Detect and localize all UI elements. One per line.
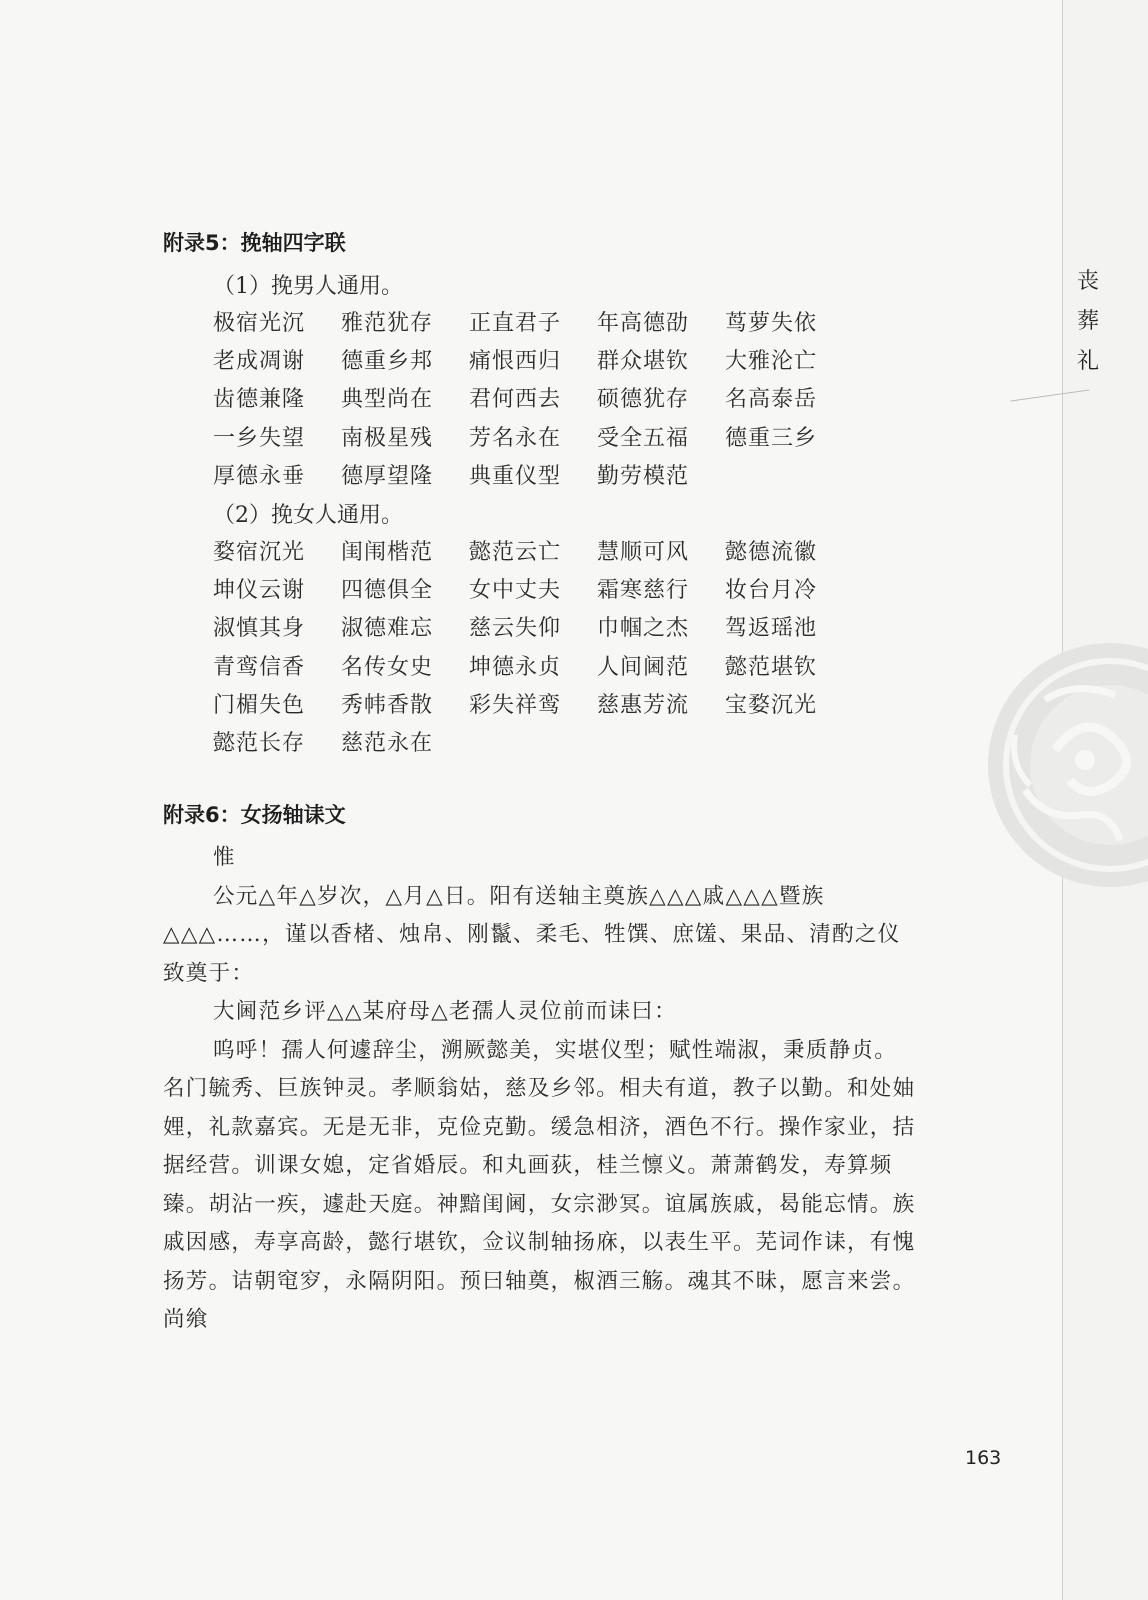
couplet-phrase: 淑德难忘 (341, 616, 434, 642)
women-couplet-grid (213, 534, 853, 763)
couplet-phrase: 年高德劭 (597, 311, 690, 336)
couplet-phrase: 巾帼之杰 (597, 616, 690, 642)
couplet-phrase: 懿范堪钦 (725, 654, 818, 680)
couplet-phrase: 正直君子 (469, 311, 562, 336)
couplet-phrase: 慈云失仰 (469, 616, 562, 642)
couplet-phrase: 德重三乡 (725, 425, 818, 451)
couplet-phrase: 彩失祥鸾 (469, 692, 562, 718)
couplet-phrase: 齿德兼隆 (213, 387, 306, 413)
couplet-phrase: 硕德犹存 (597, 387, 690, 413)
couplet-phrase: 淑慎其身 (213, 616, 306, 642)
couplet-phrase: 霜寒慈行 (597, 578, 690, 604)
couplet-phrase: 婺宿沉光 (213, 540, 306, 565)
couplet-phrase: 厚德永垂 (213, 463, 306, 489)
couplet-phrase: 秀帏香散 (341, 692, 434, 718)
couplet-phrase: 女中丈夫 (469, 578, 562, 604)
appendix6-title: 附录6：女扬轴诔文 (163, 803, 346, 827)
couplet-phrase: 群众堪钦 (597, 349, 690, 375)
side-tab-char: 礼 (1076, 349, 1099, 374)
couplet-phrase: 坤仪云谢 (213, 578, 306, 604)
couplet-phrase: 慈范永在 (341, 730, 434, 756)
couplet-phrase: 勤劳模范 (597, 463, 690, 489)
decorative-medallion (985, 640, 1148, 890)
couplet-phrase: 宝婺沉光 (725, 692, 818, 718)
couplet-phrase: 典重仪型 (469, 463, 562, 489)
women-section-heading: （2）挽女人通用。 (213, 503, 403, 528)
men-couplet-grid (213, 305, 853, 496)
couplet-phrase: 妆台月冷 (725, 578, 818, 604)
couplet-phrase: 懿范云亡 (469, 540, 562, 565)
couplet-phrase: 名传女史 (341, 654, 434, 680)
couplet-phrase: 名高泰岳 (725, 387, 818, 413)
couplet-phrase: 典型尚在 (341, 387, 434, 413)
couplet-phrase: 痛恨西归 (469, 349, 562, 375)
couplet-phrase: 老成凋谢 (213, 349, 306, 375)
couplet-phrase: 人间阃范 (597, 654, 690, 680)
couplet-phrase: 南极星残 (341, 425, 434, 451)
side-tab-char: 丧 (1076, 269, 1099, 294)
couplet-phrase: 门楣失色 (213, 692, 306, 718)
couplet-phrase: 君何西去 (469, 387, 562, 413)
eulogy-paragraph: 大阃范乡评△△某府母△老孺人灵位前而诔曰： (213, 999, 677, 1024)
couplet-phrase: 懿德流徽 (725, 540, 818, 565)
eulogy-paragraph: 公元△年△岁次，△月△日。阳有送轴主奠族△△△戚△△△暨族△△△……，谨以香楮、烛帛、刚鬣、柔毛、牲馔、庶馐、果品、清酌之仪致奠于： (163, 883, 901, 986)
couplet-phrase: 一乡失望 (213, 425, 306, 451)
couplet-phrase: 雅范犹存 (341, 311, 434, 336)
couplet-phrase: 慈惠芳流 (597, 692, 690, 718)
eulogy-text (163, 839, 919, 1340)
chapter-side-tab (1066, 262, 1110, 382)
couplet-phrase: 懿范长存 (213, 730, 306, 756)
couplet-phrase: 闺闱楷范 (341, 540, 434, 565)
couplet-phrase: 四德俱全 (341, 578, 434, 604)
couplet-phrase: 坤德永贞 (469, 654, 562, 680)
eulogy-paragraph: 惟 (213, 845, 236, 870)
couplet-phrase: 德重乡邦 (341, 349, 434, 375)
page-number: 163 (965, 1447, 1002, 1469)
couplet-phrase: 德厚望隆 (341, 463, 434, 489)
appendix5-title: 附录5：挽轴四字联 (163, 231, 346, 255)
couplet-phrase: 驾返瑶池 (725, 616, 818, 642)
men-section-heading: （1）挽男人通用。 (213, 274, 403, 299)
couplet-phrase: 慧顺可风 (597, 540, 690, 565)
couplet-phrase: 青鸾信香 (213, 654, 306, 680)
couplet-phrase: 受全五福 (597, 425, 690, 451)
couplet-phrase: 大雅沦亡 (725, 349, 818, 375)
couplet-phrase: 茑萝失依 (725, 311, 818, 336)
couplet-phrase: 极宿光沉 (213, 311, 306, 336)
side-tab-char: 葬 (1076, 309, 1099, 334)
eulogy-paragraph: 呜呼！孺人何遽辞尘，溯厥懿美，实堪仪型；赋性端淑，秉质静贞。名门毓秀、巨族钟灵。孝顺翁姑，慈及乡邻。相夫有道，教子以勤。和处妯娌，礼款嘉宾。无是无非，克俭克勤。缓急相济，酒色不行。操作家业，拮据经营。训课女媳，定省婚辰。和丸画荻，桂兰懔义。萧萧鹤发，寿算频臻。胡沾一疾，遽赴天庭。神黯闺阃，女宗渺冥。谊属族戚，曷能忘情。族戚因感，寿享高龄，懿行堪钦，佥议制轴扬庥，以表生平。芜词作诔，有愧扬芳。诘朝窀穸，永隔阴阳。预曰轴奠，椒酒三觞。魂其不昧，愿言来尝。尚飨 (163, 1037, 916, 1332)
couplet-phrase: 芳名永在 (469, 425, 562, 451)
